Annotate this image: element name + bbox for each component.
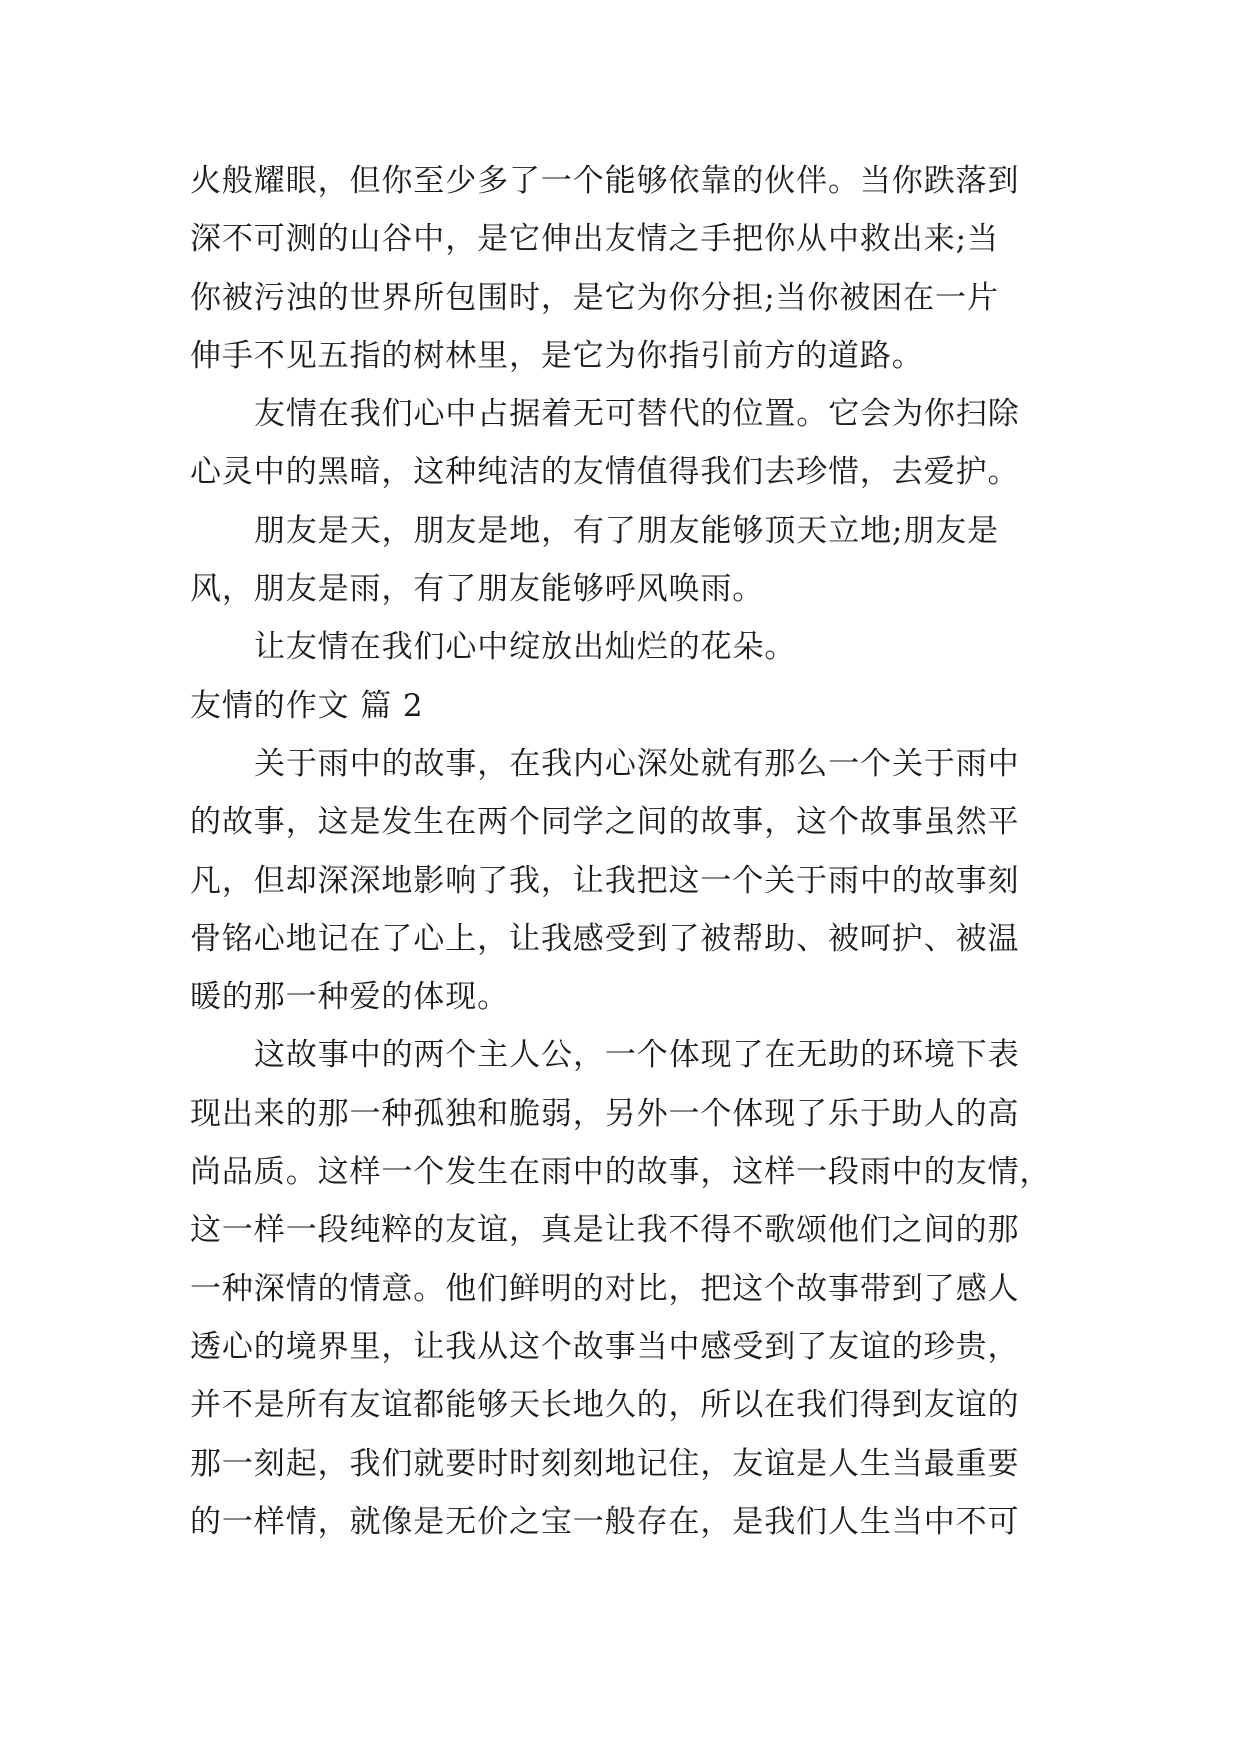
text-line: 尚品质。这样一个发生在雨中的故事，这样一段雨中的友情， [190, 1154, 1052, 1191]
paragraph-first-line: 让友情在我们心中绽放出灿烂的花朵。 [254, 629, 797, 666]
paragraph-first-line: 朋友是天，朋友是地，有了朋友能够顶天立地;朋友是 [254, 512, 1000, 549]
text-line: 这一样一段纯粹的友谊，真是让我不得不歌颂他们之间的那 [190, 1212, 1020, 1249]
text-line: 风，朋友是雨，有了朋友能够呼风唤雨。 [190, 571, 765, 608]
text-line: 你被污浊的世界所包围时，是它为你分担;当你被困在一片 [190, 279, 999, 316]
paragraph-first-line: 关于雨中的故事，在我内心深处就有那么一个关于雨中 [254, 745, 1020, 782]
text-line: 一种深情的情意。他们鲜明的对比，把这个故事带到了感人 [190, 1270, 1020, 1307]
section-heading: 友情的作文 篇 2 [190, 687, 424, 724]
text-line: 骨铭心地记在了心上，让我感受到了被帮助、被呵护、被温 [190, 920, 1020, 957]
text-line: 火般耀眼，但你至少多了一个能够依靠的伙伴。当你跌落到 [190, 163, 1020, 199]
paragraph-first-line: 这故事中的两个主人公，一个体现了在无助的环境下表 [254, 1037, 1020, 1074]
essay-body [190, 152, 1052, 1551]
text-line: 心灵中的黑暗，这种纯洁的友情值得我们去珍惜，去爱护。 [190, 454, 1020, 491]
text-line: 并不是所有友谊都能够天长地久的，所以在我们得到友谊的 [190, 1387, 1020, 1424]
text-line: 伸手不见五指的树林里，是它为你指引前方的道路。 [190, 337, 924, 374]
text-line: 凡，但却深深地影响了我，让我把这一个关于雨中的故事刻 [190, 862, 1020, 899]
text-line: 的一样情，就像是无价之宝一般存在，是我们人生当中不可 [190, 1503, 1020, 1540]
text-line: 那一刻起，我们就要时时刻刻地记住，友谊是人生当最重要 [190, 1445, 1020, 1482]
paragraph-first-line: 友情在我们心中占据着无可替代的位置。它会为你扫除 [254, 396, 1020, 433]
text-line: 透心的境界里，让我从这个故事当中感受到了友谊的珍贵， [190, 1328, 1020, 1365]
text-line: 的故事，这是发生在两个同学之间的故事，这个故事虽然平 [190, 804, 1020, 841]
text-line: 现出来的那一种孤独和脆弱，另外一个体现了乐于助人的高 [190, 1095, 1020, 1132]
text-line: 暖的那一种爱的体现。 [190, 979, 509, 1016]
text-line: 深不可测的山谷中，是它伸出友情之手把你从中救出来;当 [190, 221, 999, 258]
